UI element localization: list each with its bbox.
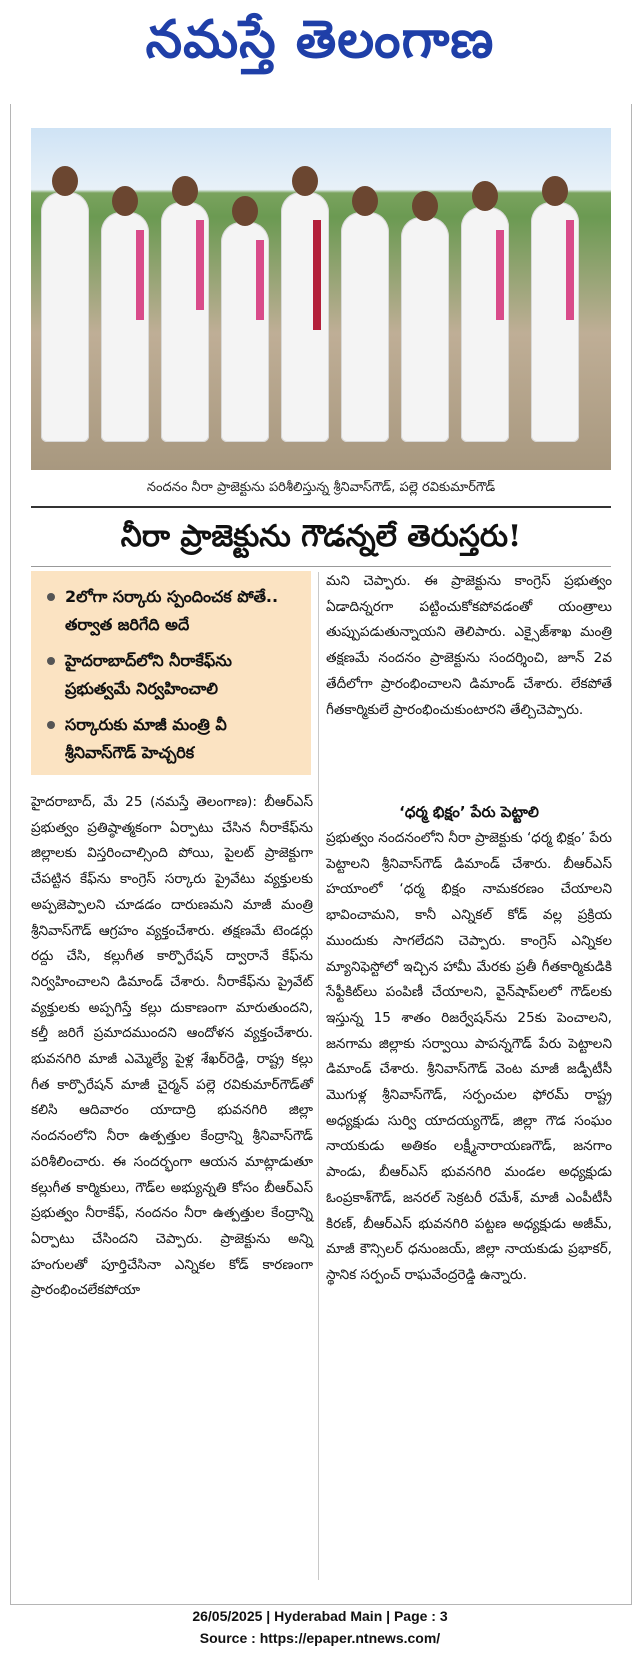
right-column-top-text: మని చెప్పారు. ఈ ప్రాజెక్టును కాంగ్రెస్ ప్రభుత్వం ఏడాదిన్నరగా పట్టించుకోకపోవడంతో యంత్రాలు తుప్పుపడుతున్నాయని తెలిపారు. ఎక్సైజ్‌శాఖ మంత్రి తక్షణమే నందనం ప్రాజెక్టును సందర్శించి, జూన్ 2వ తేదీలోగా ప్రారంభించాలని డిమాండ్ చేశారు. లేకపోతే గీతకార్మికులే ప్రారంభించుకుంటారని తేల్చిచెప్పారు. [326,573,612,718]
footer-source: Source : https://epaper.ntnews.com/ [199,1630,441,1646]
highlight-text: సర్కారుకు మాజీ మంత్రి వీ శ్రీనివాస్‌గౌడ్ హెచ్చరిక [65,715,227,762]
masthead-title: నమస్తే తెలంగాణ [145,9,495,70]
highlight-text: 2లోగా సర్కారు స్పందించక పోతే.. తర్వాత జరిగేది అదే [65,587,279,634]
left-column-text: హైదరాబాద్, మే 25 (నమస్తే తెలంగాణ): బీఆర్‌ఎస్ ప్రభుత్వం ప్రతిష్ఠాత్మకంగా ఏర్పాటు చేసిన నీరాకేఫ్‌ను జిల్లాలకు విస్తరించాల్సింది పోయి, పైలట్ ప్రాజెక్టుగా చేపట్టిన కేఫ్‌ను కాంగ్రెస్ సర్కారు ప్రైవేటు వ్యక్తులకు అప్పజెప్పాలని చూడడం దారుణమని మాజీ మంత్రి శ్రీనివాస్‌గౌడ్ ఆగ్రహం వ్యక్తంచేశారు. తక్షణమే టెండర్లు రద్దు చేసి, కల్లుగీత కార్పొరేషన్ ద్వారానే కేఫ్‌ను నిర్వహించాలని డిమాండ్ చేశారు. నీరాకేఫ్‌ను ప్రైవేట్ వ్యక్తులకు అప్పగిస్తే కల్లు దుకాణంగా మారుతుందని, కల్తీ జరిగే ప్రమాదముందని ఆందోళన వ్యక్తంచేశారు. భువనగిరి మాజీ ఎమ్మెల్యే పైళ్ల శేఖర్‌రెడ్డి, రాష్ట్ర కల్లు గీత కార్పొరేషన్ మాజీ చైర్మన్ పల్లె రవికుమార్‌గౌడ్‌తో కలిసి ఆదివారం యాదాద్రి భువనగిరి జిల్లా నందనంలోని నీరా ఉత్పత్తుల కేంద్రాన్ని శ్రీనివాస్‌గౌడ్ పరిశీలించారు. ఈ సందర్భంగా ఆయన మాట్లాడుతూ కల్లుగీత కార్మికులు, గౌడ్‌ల అభ్యున్నతి కోసం బీఆర్‌ఎస్ ప్రభుత్వం నీరాకేఫ్, నందనం నీరా ఉత్పత్తుల కేంద్రాన్ని ఏర్పాటు చేసిందని చెప్పారు. ప్రాజెక్టును అన్ని హంగులతో పూర్తిచేసినా ఎన్నికల కోడ్ కారణంగా ప్రారంభించలేకపోయా [31,794,313,1299]
bullet-icon [47,593,55,601]
footer-date-edition: 26/05/2025 | Hyderabad Main | Page : 3 [192,1608,448,1624]
highlights-box [31,571,311,775]
article-headline: నీరా ప్రాజెక్టును గౌడన్నలే తెరుస్తరు! [31,506,611,567]
column-divider [318,572,319,1580]
article-right-column-bottom [326,826,612,1289]
bullet-icon [47,657,55,665]
highlight-text: హైదరాబాద్‌లోని నీరాకేఫ్‌ను ప్రభుత్వమే నిర్వహించాలి [65,651,232,698]
article-subheading: ‘ధర్మ భిక్షం’ పేరు పెట్టాలి [399,803,539,821]
photo-caption: నందనం నీరా ప్రాజెక్టును పరిశీలిస్తున్న శ్రీనివాస్‌గౌడ్, పల్లె రవికుమార్‌గౌడ్ [146,480,496,495]
article-right-column-top [326,569,612,723]
highlight-item [45,583,301,639]
bullet-icon [47,721,55,729]
right-column-bottom-text: ప్రభుత్వం నందనంలోని నీరా ప్రాజెక్టుకు ‘ధర్మ భిక్షం’ పేరు పెట్టాలని శ్రీనివాస్‌గౌడ్ డిమాండ్ చేశారు. బీఆర్‌ఎస్ హయాంలో ‘ధర్మ భిక్షం నామకరణం చేయాలని భావించామని, కానీ ఎన్నికల్ కోడ్ వల్ల ప్రక్రియ ముందుకు సాగలేదని చెప్పారు. కాంగ్రెస్ ఎన్నికల మ్యానిఫెస్టోలో ఇచ్చిన హామీ మేరకు ప్రతీ గీతకార్మికుడికి సేఫ్టీకిట్‌లు పంపిణీ చేయాలని, వైన్‌షాప్‌లలో గౌడ్‌లకు ఇస్తున్న 15 శాతం రిజర్వేషన్‌ను 25కు పెంచాలని, జనగామ జిల్లాకు సర్వాయి పాపన్నగౌడ్ పేరు పెట్టాలని డిమాండ్ చేశారు. శ్రీనివాస్‌గౌడ్ వెంట మాజీ జడ్పీటీసీ మొగుళ్ల శ్రీనివాస్‌గౌడ్, సర్పంచుల ఫోరమ్ రాష్ట్ర అధ్యక్షుడు సుర్వి యాదయ్యగౌడ్, జిల్లా గౌడ సంఘం నాయకుడు అతికం లక్ష్మీనారాయణగౌడ్, జనగాం పాండు, బీఆర్‌ఎస్ భువనగిరి మండల అధ్యక్షుడు ఓంప్రకాశ్‌గౌడ్, జనరల్ సెక్రటరీ రమేశ్, మాజీ ఎంపీటీసీ కిరణ్, బీఆర్‌ఎస్ భువనగిరి పట్టణ అధ్యక్షుడు అజీమ్, మాజీ కౌన్సిలర్ ధనుంజయ్, జిల్లా నాయకుడు ప్రభాకర్, స్థానిక సర్పంచ్ రాఘవేంద్రరెడ్డి ఉన్నారు. [326,830,612,1283]
news-photo [31,128,611,470]
highlight-item [45,647,301,703]
article-left-column [31,790,313,1304]
highlight-item [45,711,301,767]
